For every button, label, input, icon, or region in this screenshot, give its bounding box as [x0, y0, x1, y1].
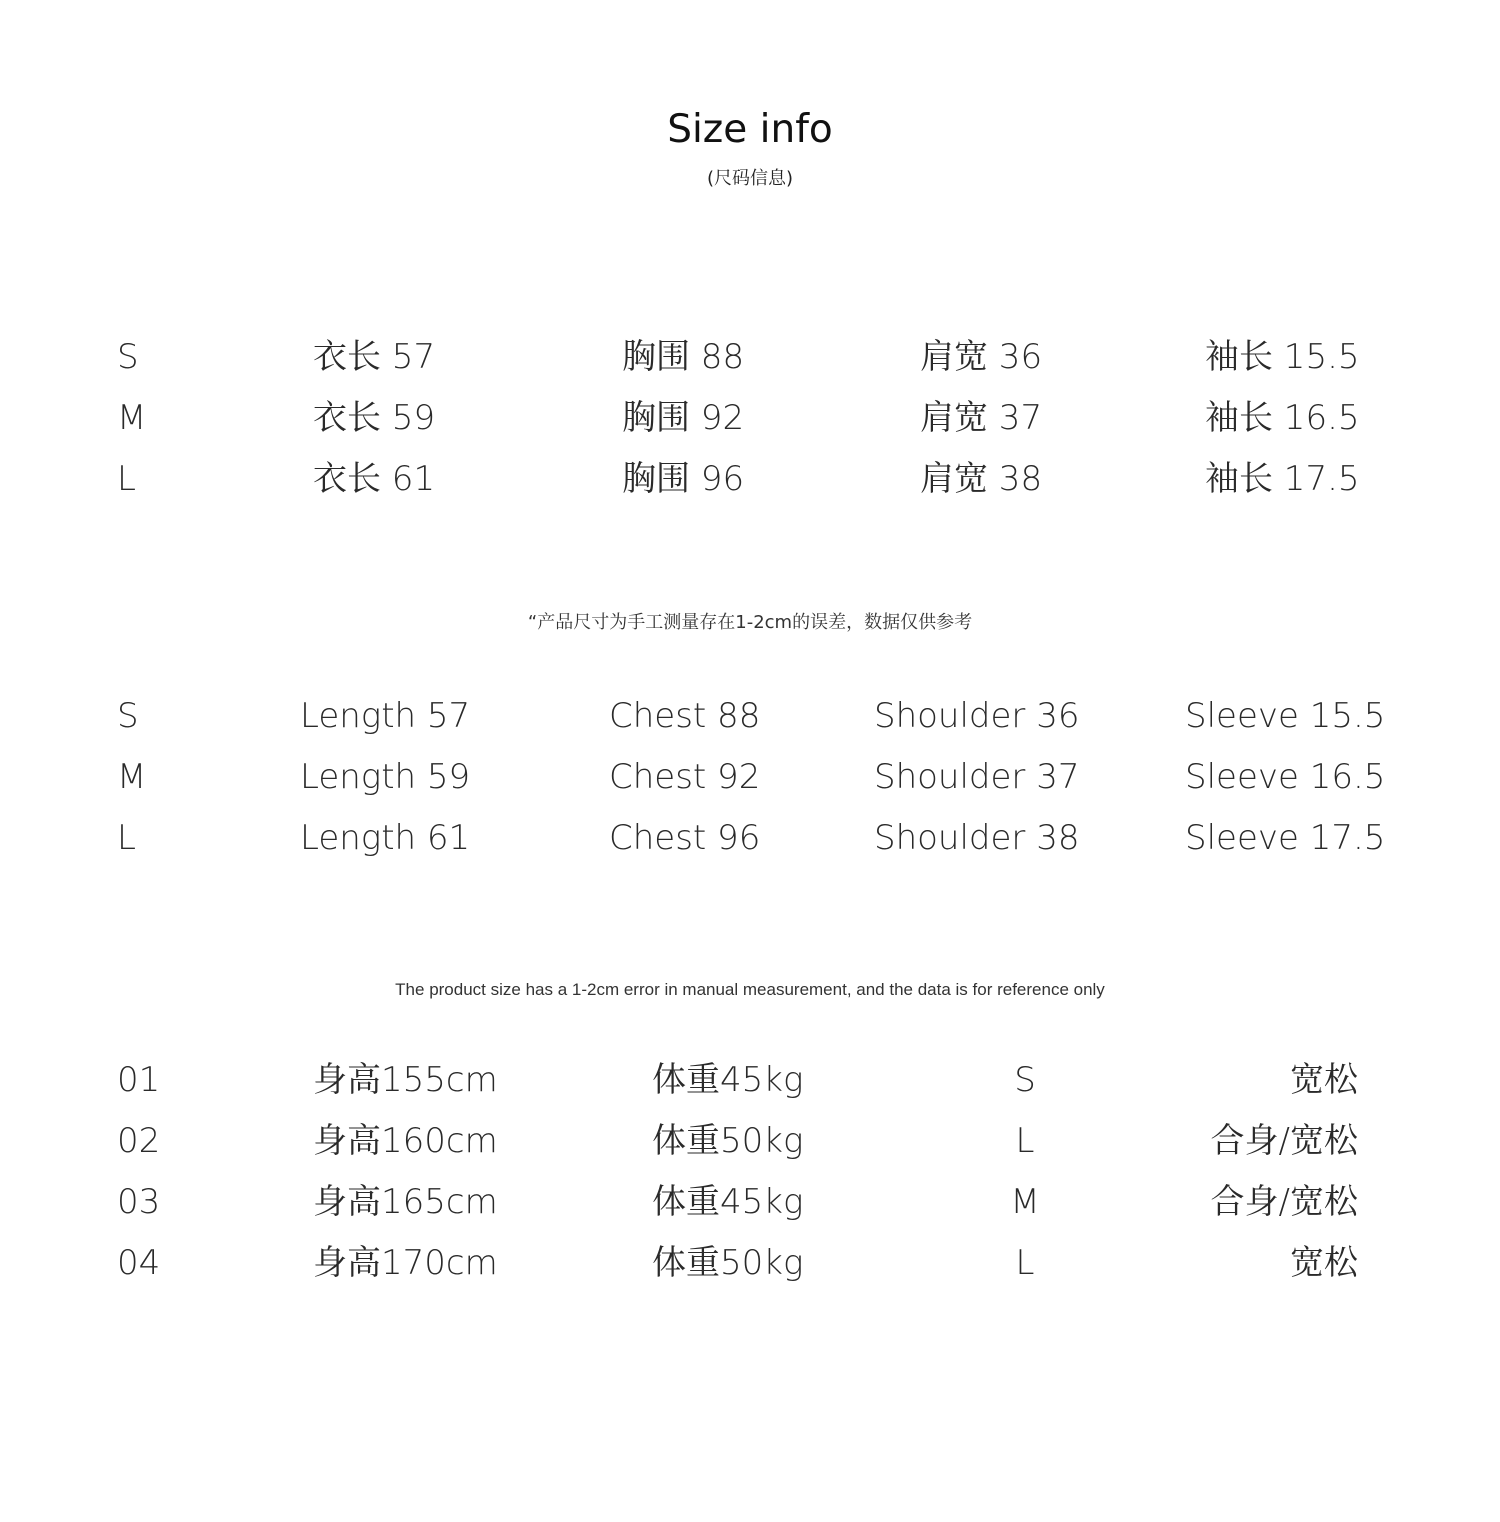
size-label: M — [117, 757, 147, 797]
model-weight: 体重45kg — [652, 1182, 804, 1222]
size-row-en — [0, 691, 1500, 741]
model-height: 身高165cm — [313, 1182, 498, 1222]
model-size: L — [1015, 1121, 1035, 1161]
size-label: S — [117, 337, 139, 377]
model-weight: 体重45kg — [652, 1060, 804, 1100]
size-row-cn — [0, 393, 1500, 443]
chest-value: Chest 88 — [609, 696, 761, 736]
model-fit: 宽松 — [1290, 1243, 1358, 1283]
model-number: 04 — [117, 1243, 161, 1283]
sleeve-value: Sleeve 16.5 — [1185, 757, 1386, 797]
shoulder-value: Shoulder 37 — [874, 757, 1080, 797]
length-value: Length 59 — [300, 757, 471, 797]
model-row — [0, 1055, 1500, 1105]
shoulder-value: 肩宽 37 — [920, 398, 1043, 438]
model-height: 身高170cm — [313, 1243, 498, 1283]
size-row-cn — [0, 332, 1500, 382]
sleeve-value: Sleeve 17.5 — [1185, 818, 1386, 858]
chest-value: 胸围 88 — [622, 337, 745, 377]
size-row-cn — [0, 454, 1500, 504]
model-weight: 体重50kg — [652, 1243, 804, 1283]
chest-value: Chest 96 — [609, 818, 761, 858]
size-label: M — [117, 398, 147, 438]
measurement-note-en: The product size has a 1-2cm error in manual measurement, and the data is for reference only — [395, 980, 1105, 999]
shoulder-value: Shoulder 36 — [874, 696, 1080, 736]
sleeve-value: 袖长 17.5 — [1205, 459, 1360, 499]
size-row-en — [0, 813, 1500, 863]
chest-value: 胸围 92 — [622, 398, 745, 438]
shoulder-value: 肩宽 38 — [920, 459, 1043, 499]
sleeve-value: Sleeve 15.5 — [1185, 696, 1386, 736]
shoulder-value: Shoulder 38 — [874, 818, 1080, 858]
model-fit: 宽松 — [1290, 1060, 1358, 1100]
model-size: M — [1010, 1182, 1040, 1222]
length-value: 衣长 59 — [313, 398, 436, 438]
model-size: S — [1014, 1060, 1036, 1100]
shoulder-value: 肩宽 36 — [920, 337, 1043, 377]
length-value: Length 57 — [300, 696, 471, 736]
page-subtitle: (尺码信息) — [706, 168, 794, 189]
length-value: 衣长 57 — [313, 337, 436, 377]
model-number: 03 — [117, 1182, 161, 1222]
page-title: Size info — [667, 107, 833, 152]
model-fit: 合身/宽松 — [1210, 1121, 1358, 1161]
model-height: 身高155cm — [313, 1060, 498, 1100]
measurement-note-cn: “产品尺寸为手工测量存在1-2cm的误差，数据仅供参考 — [527, 612, 973, 633]
size-label: S — [117, 696, 139, 736]
model-row — [0, 1177, 1500, 1227]
model-size: L — [1015, 1243, 1035, 1283]
sleeve-value: 袖长 16.5 — [1205, 398, 1360, 438]
chest-value: 胸围 96 — [622, 459, 745, 499]
length-value: 衣长 61 — [313, 459, 436, 499]
size-label: L — [117, 818, 136, 858]
model-fit: 合身/宽松 — [1210, 1182, 1358, 1222]
model-weight: 体重50kg — [652, 1121, 804, 1161]
chest-value: Chest 92 — [609, 757, 761, 797]
size-row-en — [0, 752, 1500, 802]
model-height: 身高160cm — [313, 1121, 498, 1161]
model-row — [0, 1116, 1500, 1166]
length-value: Length 61 — [300, 818, 471, 858]
model-number: 02 — [117, 1121, 161, 1161]
model-row — [0, 1238, 1500, 1288]
sleeve-value: 袖长 15.5 — [1205, 337, 1360, 377]
size-label: L — [117, 459, 136, 499]
model-number: 01 — [117, 1060, 161, 1100]
